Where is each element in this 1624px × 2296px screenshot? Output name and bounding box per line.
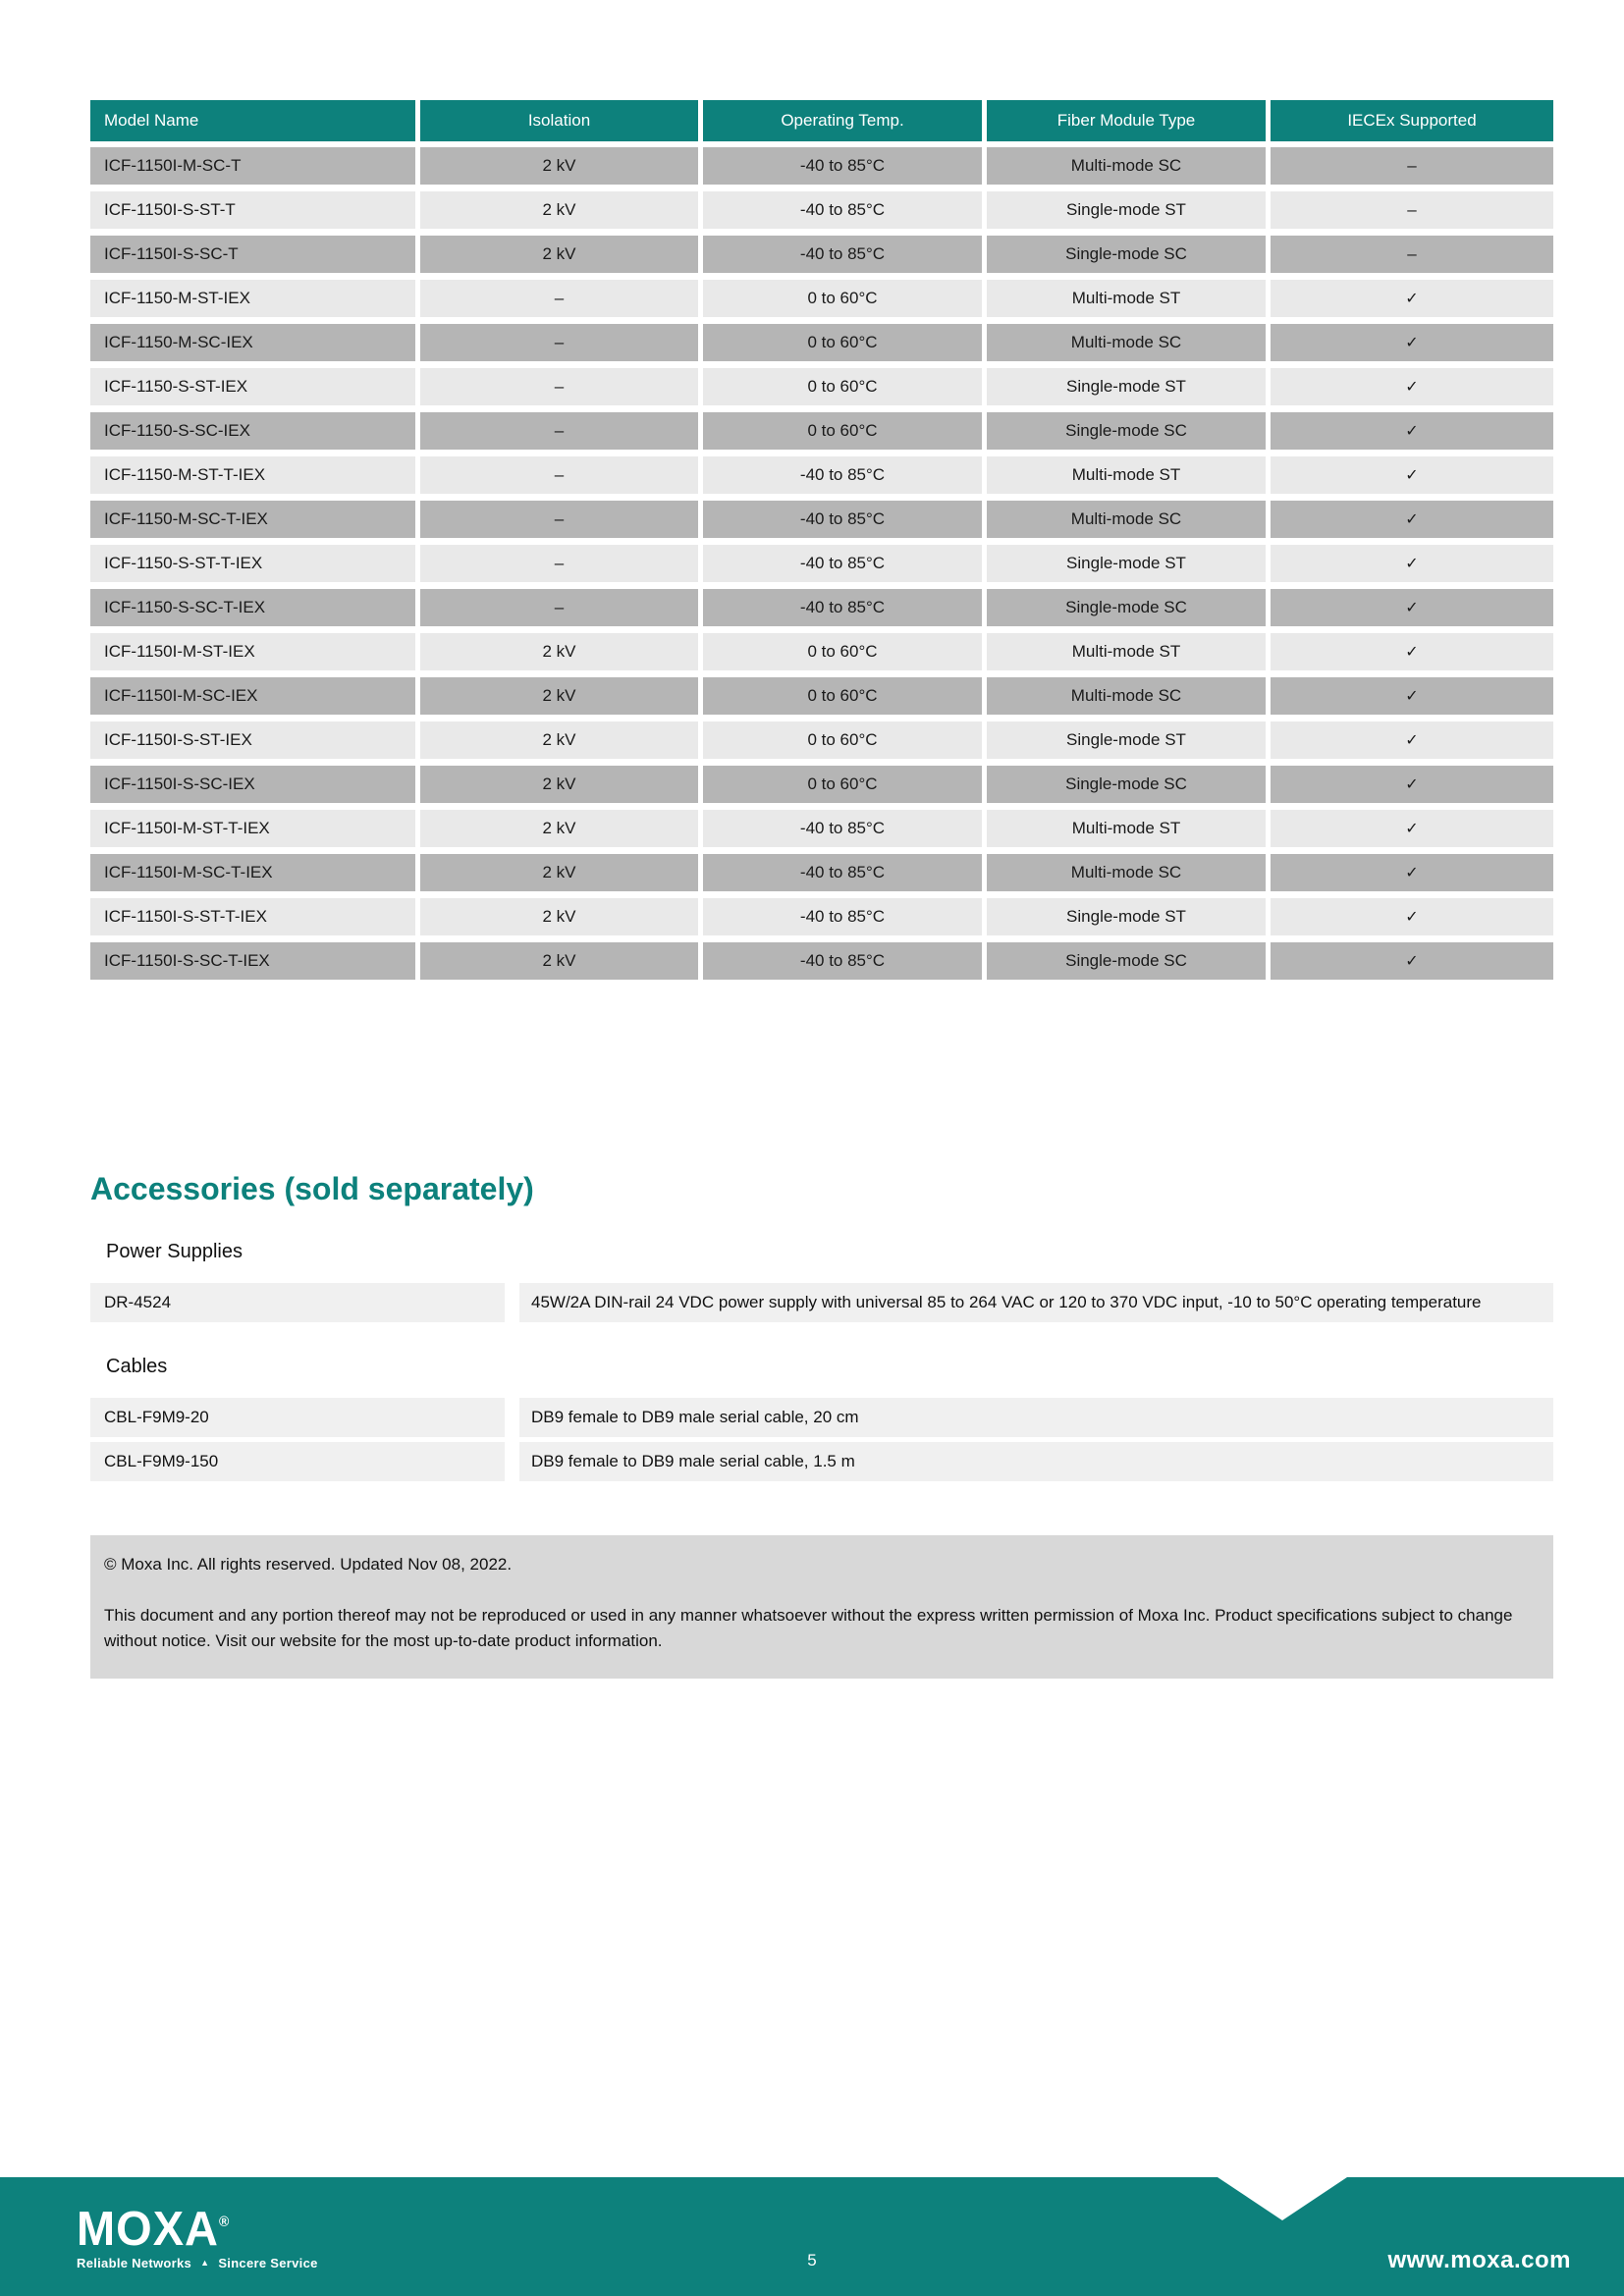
model-name-cell: ICF-1150I-S-ST-T: [90, 191, 420, 236]
isolation-cell: –: [420, 456, 703, 501]
fiber-module-cell: Multi-mode SC: [987, 324, 1271, 368]
operating-temp-cell: 0 to 60°C: [703, 368, 987, 412]
fiber-module-cell: Single-mode SC: [987, 766, 1271, 810]
accessory-model: DR-4524: [90, 1283, 505, 1322]
iecex-cell: –: [1271, 191, 1553, 236]
column-header: IECEx Supported: [1271, 100, 1553, 147]
table-row: [90, 810, 1553, 854]
table-row: [90, 412, 1553, 456]
table-row: [90, 942, 1553, 987]
fiber-module-cell: Single-mode ST: [987, 898, 1271, 942]
iecex-cell: ✓: [1271, 898, 1553, 942]
accessory-row: [90, 1283, 1553, 1322]
fiber-module-cell: Multi-mode SC: [987, 854, 1271, 898]
operating-temp-cell: -40 to 85°C: [703, 456, 987, 501]
isolation-cell: –: [420, 368, 703, 412]
isolation-cell: 2 kV: [420, 677, 703, 721]
model-name-cell: ICF-1150-S-SC-IEX: [90, 412, 420, 456]
model-name-cell: ICF-1150I-M-SC-T-IEX: [90, 854, 420, 898]
isolation-cell: 2 kV: [420, 633, 703, 677]
fiber-module-cell: Single-mode ST: [987, 545, 1271, 589]
table-row: [90, 456, 1553, 501]
model-name-cell: ICF-1150-M-ST-IEX: [90, 280, 420, 324]
model-name-cell: ICF-1150I-M-ST-IEX: [90, 633, 420, 677]
table-row: [90, 898, 1553, 942]
iecex-cell: ✓: [1271, 456, 1553, 501]
isolation-cell: 2 kV: [420, 898, 703, 942]
table-row: [90, 236, 1553, 280]
iecex-cell: ✓: [1271, 854, 1553, 898]
model-name-cell: ICF-1150I-M-SC-IEX: [90, 677, 420, 721]
table-row: [90, 633, 1553, 677]
table-row: [90, 854, 1553, 898]
fiber-module-cell: Multi-mode SC: [987, 501, 1271, 545]
footer-bar: [0, 2177, 1624, 2296]
registered-mark: ®: [219, 2213, 230, 2230]
tagline-right: Sincere Service: [218, 2256, 318, 2270]
accessory-groups: [90, 1241, 1553, 1481]
operating-temp-cell: -40 to 85°C: [703, 191, 987, 236]
iecex-cell: –: [1271, 236, 1553, 280]
disclaimer-text: This document and any portion thereof may not be reproduced or used in any manner whatsoever without the express written permission of Moxa Inc. Product specifications subject to change without notice. Visit our website for the most up-to-date product information.: [104, 1606, 1513, 1650]
table-row: [90, 501, 1553, 545]
iecex-cell: ✓: [1271, 280, 1553, 324]
triangle-icon: ▲: [200, 2258, 210, 2268]
iecex-cell: ✓: [1271, 501, 1553, 545]
model-name-cell: ICF-1150I-M-ST-T-IEX: [90, 810, 420, 854]
legal-notice: [90, 1535, 1553, 1679]
model-name-cell: ICF-1150-S-ST-IEX: [90, 368, 420, 412]
iecex-cell: ✓: [1271, 368, 1553, 412]
iecex-cell: ✓: [1271, 942, 1553, 987]
table-row: [90, 280, 1553, 324]
isolation-cell: –: [420, 324, 703, 368]
operating-temp-cell: 0 to 60°C: [703, 721, 987, 766]
operating-temp-cell: 0 to 60°C: [703, 324, 987, 368]
column-header: Model Name: [90, 100, 420, 147]
fiber-module-cell: Single-mode ST: [987, 368, 1271, 412]
model-name-cell: ICF-1150-M-SC-T-IEX: [90, 501, 420, 545]
iecex-cell: –: [1271, 147, 1553, 191]
operating-temp-cell: 0 to 60°C: [703, 412, 987, 456]
operating-temp-cell: -40 to 85°C: [703, 501, 987, 545]
fiber-module-cell: Multi-mode ST: [987, 633, 1271, 677]
fiber-module-cell: Single-mode ST: [987, 191, 1271, 236]
operating-temp-cell: 0 to 60°C: [703, 677, 987, 721]
isolation-cell: 2 kV: [420, 810, 703, 854]
isolation-cell: 2 kV: [420, 147, 703, 191]
operating-temp-cell: -40 to 85°C: [703, 589, 987, 633]
column-header: Fiber Module Type: [987, 100, 1271, 147]
model-name-cell: ICF-1150-M-ST-T-IEX: [90, 456, 420, 501]
operating-temp-cell: -40 to 85°C: [703, 810, 987, 854]
model-name-cell: ICF-1150I-S-SC-T: [90, 236, 420, 280]
model-name-cell: ICF-1150-S-SC-T-IEX: [90, 589, 420, 633]
iecex-cell: ✓: [1271, 810, 1553, 854]
accessory-row: [90, 1442, 1553, 1481]
model-name-cell: ICF-1150I-S-ST-IEX: [90, 721, 420, 766]
accessory-description: 45W/2A DIN-rail 24 VDC power supply with universal 85 to 264 VAC or 120 to 370 VDC input, -10 to 50°C operating temperature: [519, 1283, 1553, 1322]
footer-notch-decoration: [1218, 2177, 1347, 2220]
isolation-cell: 2 kV: [420, 721, 703, 766]
table-row: [90, 368, 1553, 412]
model-name-cell: ICF-1150I-M-SC-T: [90, 147, 420, 191]
model-name-cell: ICF-1150-S-ST-T-IEX: [90, 545, 420, 589]
table-header-row: [90, 100, 1553, 147]
accessories-section: [90, 1170, 1553, 1486]
isolation-cell: 2 kV: [420, 942, 703, 987]
model-name-cell: ICF-1150I-S-SC-T-IEX: [90, 942, 420, 987]
fiber-module-cell: Multi-mode ST: [987, 810, 1271, 854]
isolation-cell: –: [420, 412, 703, 456]
table-row: [90, 545, 1553, 589]
accessory-table: [90, 1283, 1553, 1322]
fiber-module-cell: Single-mode SC: [987, 589, 1271, 633]
fiber-module-cell: Single-mode ST: [987, 721, 1271, 766]
iecex-cell: ✓: [1271, 721, 1553, 766]
operating-temp-cell: -40 to 85°C: [703, 545, 987, 589]
iecex-cell: ✓: [1271, 545, 1553, 589]
iecex-cell: ✓: [1271, 589, 1553, 633]
table-row: [90, 324, 1553, 368]
table-row: [90, 589, 1553, 633]
table-row: [90, 191, 1553, 236]
operating-temp-cell: 0 to 60°C: [703, 633, 987, 677]
fiber-module-cell: Single-mode SC: [987, 942, 1271, 987]
iecex-cell: ✓: [1271, 633, 1553, 677]
iecex-cell: ✓: [1271, 412, 1553, 456]
accessories-title: Accessories (sold separately): [90, 1171, 534, 1206]
models-table: [90, 100, 1553, 987]
isolation-cell: 2 kV: [420, 766, 703, 810]
moxa-wordmark: [77, 2199, 318, 2256]
fiber-module-cell: Multi-mode SC: [987, 147, 1271, 191]
operating-temp-cell: -40 to 85°C: [703, 236, 987, 280]
model-name-cell: ICF-1150-M-SC-IEX: [90, 324, 420, 368]
operating-temp-cell: -40 to 85°C: [703, 898, 987, 942]
column-header: Operating Temp.: [703, 100, 987, 147]
isolation-cell: 2 kV: [420, 191, 703, 236]
page-number: 5: [807, 2251, 817, 2269]
fiber-module-cell: Single-mode SC: [987, 236, 1271, 280]
isolation-cell: –: [420, 589, 703, 633]
tagline-left: Reliable Networks: [77, 2256, 192, 2270]
table-row: [90, 147, 1553, 191]
fiber-module-cell: Multi-mode ST: [987, 280, 1271, 324]
accessory-model: CBL-F9M9-150: [90, 1442, 505, 1481]
accessory-group-label: Power Supplies: [106, 1241, 243, 1262]
copyright-text: © Moxa Inc. All rights reserved. Updated Nov 08, 2022.: [104, 1555, 513, 1574]
operating-temp-cell: -40 to 85°C: [703, 942, 987, 987]
isolation-cell: 2 kV: [420, 854, 703, 898]
table-row: [90, 721, 1553, 766]
accessory-table: [90, 1398, 1553, 1481]
accessory-description: DB9 female to DB9 male serial cable, 20 cm: [519, 1398, 1553, 1437]
isolation-cell: –: [420, 501, 703, 545]
accessory-row: [90, 1398, 1553, 1437]
isolation-cell: 2 kV: [420, 236, 703, 280]
iecex-cell: ✓: [1271, 677, 1553, 721]
website-link[interactable]: www.moxa.com: [1387, 2247, 1571, 2273]
fiber-module-cell: Multi-mode SC: [987, 677, 1271, 721]
iecex-cell: ✓: [1271, 766, 1553, 810]
operating-temp-cell: -40 to 85°C: [703, 854, 987, 898]
isolation-cell: –: [420, 545, 703, 589]
operating-temp-cell: 0 to 60°C: [703, 280, 987, 324]
iecex-cell: ✓: [1271, 324, 1553, 368]
column-header: Isolation: [420, 100, 703, 147]
model-name-cell: ICF-1150I-S-SC-IEX: [90, 766, 420, 810]
fiber-module-cell: Multi-mode ST: [987, 456, 1271, 501]
fiber-module-cell: Single-mode SC: [987, 412, 1271, 456]
isolation-cell: –: [420, 280, 703, 324]
accessory-group-label: Cables: [106, 1356, 168, 1377]
model-name-cell: ICF-1150I-S-ST-T-IEX: [90, 898, 420, 942]
table-row: [90, 766, 1553, 810]
operating-temp-cell: 0 to 60°C: [703, 766, 987, 810]
operating-temp-cell: -40 to 85°C: [703, 147, 987, 191]
accessory-description: DB9 female to DB9 male serial cable, 1.5 m: [519, 1442, 1553, 1481]
accessory-model: CBL-F9M9-20: [90, 1398, 505, 1437]
table-row: [90, 677, 1553, 721]
moxa-wordmark-text: MOXA: [77, 2201, 219, 2256]
